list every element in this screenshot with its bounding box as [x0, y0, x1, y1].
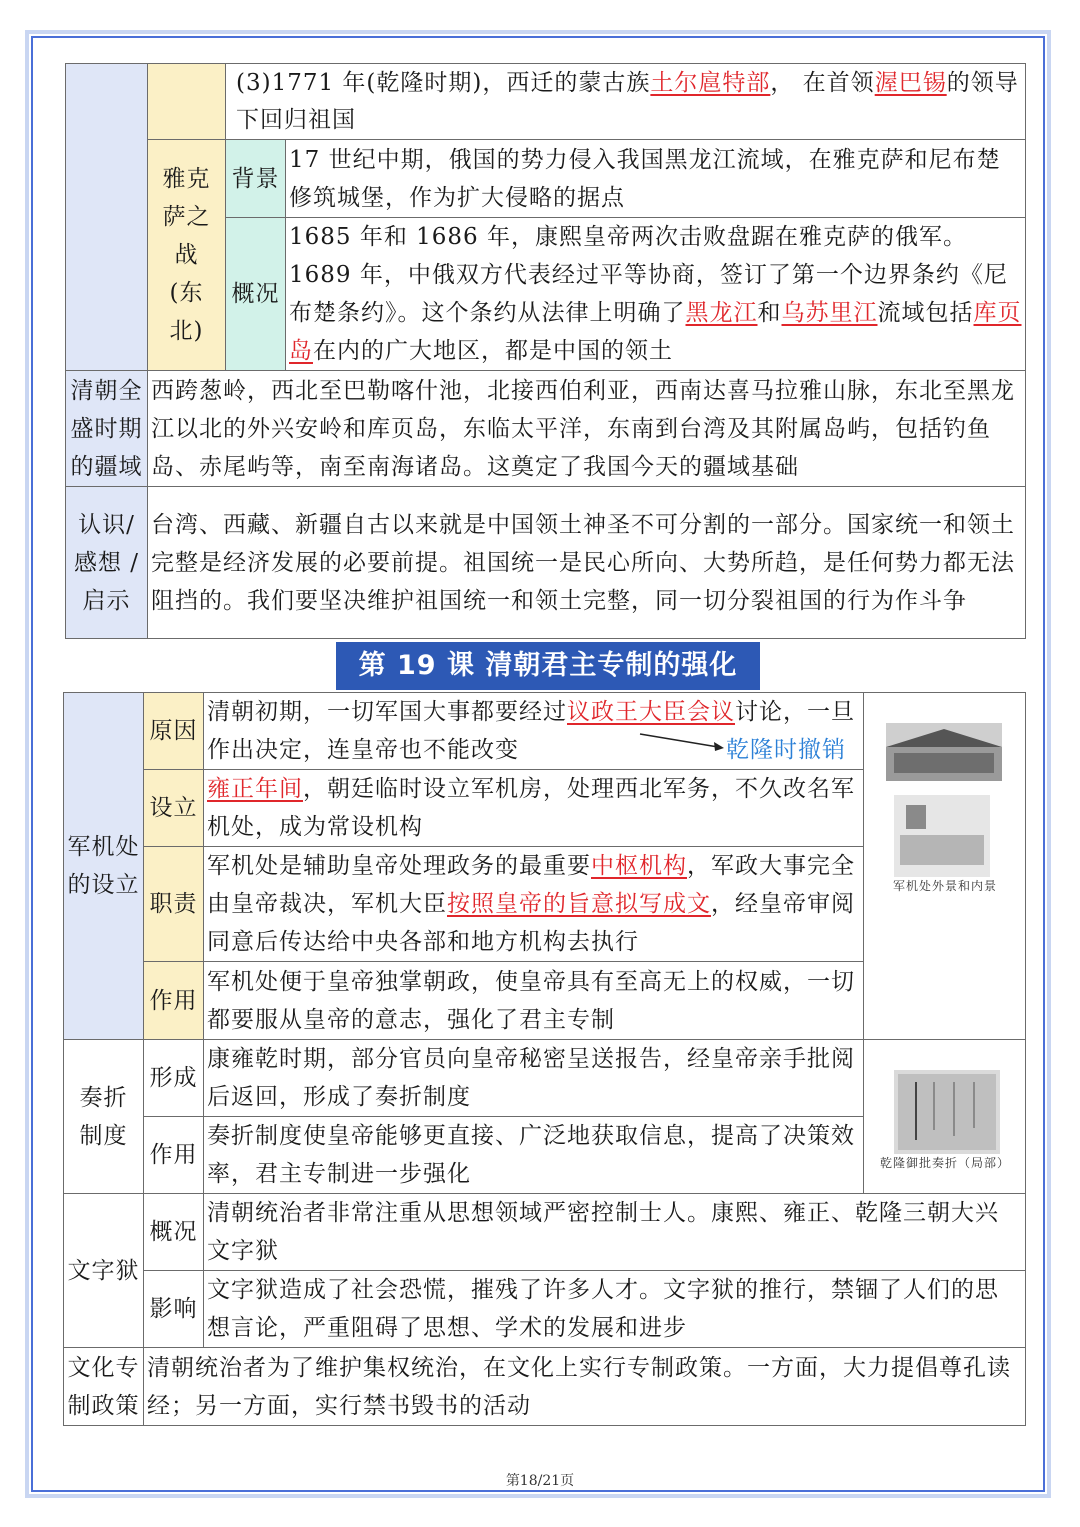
reason-text: [204, 693, 864, 770]
wenziyu-label: 文字狱: [64, 1194, 144, 1348]
junjichu-interior-photo: [894, 795, 990, 877]
wzy-influence-text: 文字狱造成了社会恐慌，摧残了许多人才。文字狱的推行，禁锢了人们的思想言论，严重阻碍了思想、学术的发展和进步: [204, 1271, 1026, 1348]
tuerhute-mid: ， 在首领: [770, 69, 875, 96]
reason-b: 讨论，一旦作出决定，连皇帝也不能改变: [207, 699, 855, 763]
wobaxi-red: 渥巴锡: [874, 69, 947, 96]
row-tuerhute: [226, 64, 1026, 140]
zouzhe-photo: [894, 1070, 1000, 1154]
overview-and: 和: [757, 300, 782, 326]
form-text: 康雍乾时期，部分官员向皇帝秘密呈送报告，经皇帝亲手批阅后返回，形成了奏折制度: [204, 1040, 864, 1117]
overview-a: 1685 年和 1686 年，康熙皇帝两次击败盘踞在雅克萨的俄军。1689 年，中俄双方代表经过平等协商，签订了第一个边界条约《尼布楚条约》。这个条约从法律上明确了: [289, 224, 1008, 326]
effect-text: 军机处便于皇帝独掌朝政，使皇帝具有至高无上的权威，一切都要服从皇帝的意志，强化了君主专制: [204, 962, 864, 1040]
yizheng-red: 议政王大臣会议: [567, 699, 735, 725]
top-left-cell: [66, 64, 148, 371]
zouzhe-photo-caption: 乾隆御批奏折（局部）: [879, 1156, 1010, 1170]
insight-text: 台湾、西藏、新疆自古以来就是中国领土神圣不可分割的一部分。国家统一和领土完整是经济发展的必要前提。祖国统一是民心所向、大势所趋，是任何势力都无法阻挡的。我们要坚决维护祖国统一和领土完整，同一切分裂祖国的行为作斗争: [148, 487, 1026, 639]
photo-zouzhe-cell: [864, 1040, 1026, 1194]
yakesa-label: 雅克萨之战(东北): [148, 140, 226, 371]
territory-label: 清朝全盛时期的疆域: [66, 371, 148, 487]
tuerhute-red: 土尔扈特部: [650, 69, 771, 96]
insight-label: 认识/感想 /启示: [66, 487, 148, 639]
duty-label: 职责: [144, 847, 204, 962]
duty-a: 军机处是辅助皇帝处理政务的最重要: [207, 853, 591, 879]
wzy-influence-label: 影响: [144, 1271, 204, 1348]
wzy-overview-text: 清朝统治者非常注重从思想领域严密控制士人。康熙、雍正、乾隆三朝大兴文字狱: [204, 1194, 1026, 1271]
tuerhute-tail: 的领导下回归祖国: [236, 69, 1019, 133]
background-label: 背景: [226, 140, 286, 218]
background-text: 17 世纪中期，俄国的势力侵入我国黑龙江流域，在雅克萨和尼布楚修筑城堡，作为扩大侵略的据点: [286, 140, 1026, 218]
lesson-title: 第 19 课 清朝君主专制的强化: [336, 642, 760, 690]
top-yellow-cell: [148, 64, 226, 140]
photo-junjichu-cell: [864, 693, 1026, 1040]
duty-text: [204, 847, 864, 962]
top-table: [65, 63, 1026, 639]
junjichu-exterior-photo: [886, 723, 1002, 781]
kuye-red: 库页岛: [289, 300, 1022, 364]
yongzheng-red: 雍正年间: [207, 776, 303, 802]
duty-c: ，经皇帝审阅同意后传达给中央各部和地方机构去执行: [207, 891, 855, 955]
reason-a: 清朝初期，一切军国大事都要经过: [207, 699, 567, 725]
wusuli-red: 乌苏里江: [781, 300, 878, 326]
qianlong-note: 乾隆时撤销: [726, 737, 846, 763]
overview-text: [286, 218, 1026, 371]
tuerhute-text: (3)1771 年(乾隆时期)，西迁的蒙古族: [236, 69, 651, 96]
overview-label: 概况: [226, 218, 286, 371]
culture-policy-label: 文化专制政策: [64, 1348, 144, 1426]
reason-label: 原因: [144, 693, 204, 770]
junjichu-label: 军机处的设立: [64, 693, 144, 1040]
zz-effect-label: 作用: [144, 1117, 204, 1194]
page-number: 第18/21页: [505, 1473, 575, 1489]
form-label: 形成: [144, 1040, 204, 1117]
overview-c: 在内的广大地区，都是中国的领土: [313, 338, 673, 364]
bottom-table: [63, 692, 1026, 1426]
culture-policy-text: 清朝统治者为了维护集权统治，在文化上实行专制政策。一方面，大力提倡尊孔读经；另一方面，实行禁书毁书的活动: [144, 1348, 1026, 1426]
overview-b: 流域包括: [877, 300, 974, 326]
zouzhe-label: 奏折制度: [64, 1040, 144, 1194]
effect-label: 作用: [144, 962, 204, 1040]
zhiyi-red: 按照皇帝的旨意拟写成文: [447, 891, 711, 917]
heilongjiang-red: 黑龙江: [685, 300, 758, 326]
wzy-overview-label: 概况: [144, 1194, 204, 1271]
zhongshu-red: 中枢机构: [591, 853, 687, 879]
setup-label: 设立: [144, 770, 204, 847]
setup-text: [204, 770, 864, 847]
zz-effect-text: 奏折制度使皇帝能够更直接、广泛地获取信息，提高了决策效率，君主专制进一步强化: [204, 1117, 864, 1194]
junjichu-photo-caption: 军机处外景和内景: [892, 879, 997, 893]
duty-b: ，军政大事完全由皇帝裁决，军机大臣: [207, 853, 855, 917]
setup-text-tail: ，朝廷临时设立军机房，处理西北军务，不久改名军机处，成为常设机构: [207, 776, 855, 840]
territory-text: 西跨葱岭，西北至巴勒喀什池，北接西伯利亚，西南达喜马拉雅山脉，东北至黑龙江以北的外兴安岭和库页岛，东临太平洋，东南到台湾及其附属岛屿，包括钓鱼岛、赤尾屿等，南至南海诸岛。这奠定了我国今天的疆域基础: [148, 371, 1026, 487]
arrow-icon: [638, 731, 728, 753]
